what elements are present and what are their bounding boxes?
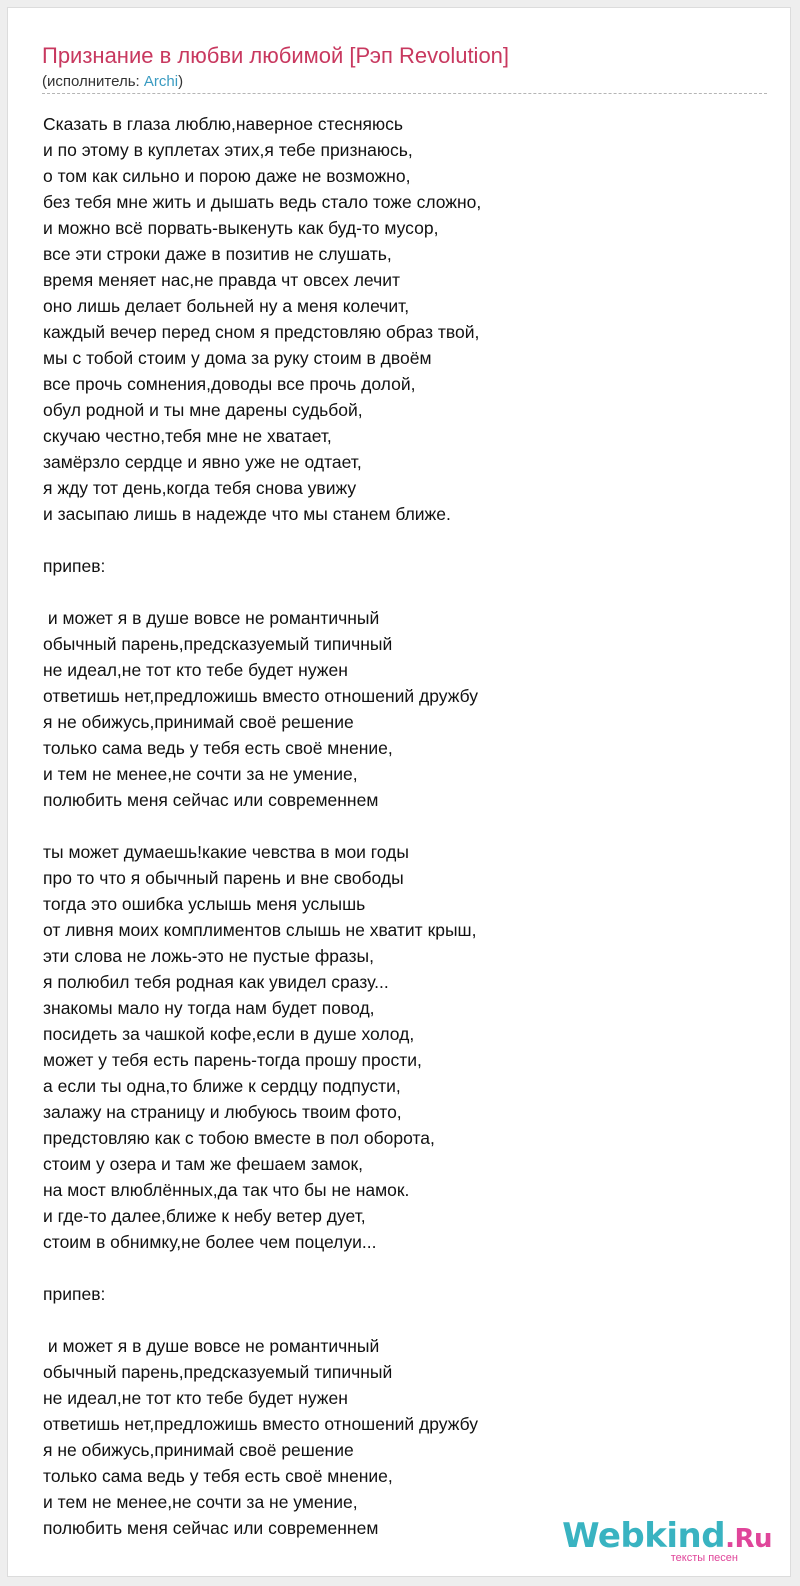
lyrics-line: обул родной и ты мне дарены судьбой, [43,400,363,420]
song-title: Признание в любви любимой [Рэп Revolution] [42,43,510,68]
logo-brand: Webkind [562,1516,726,1556]
lyrics-line: все прочь сомнения,доводы все прочь долой, [43,374,416,394]
lyrics-line: и может я в душе вовсе не романтичный [43,608,380,628]
lyrics-line: на мост влюблённых,да так что бы не намок. [43,1180,410,1200]
lyrics-card [7,7,791,1577]
lyrics-line: залажу на страницу и любуюсь твоим фото, [43,1102,402,1122]
lyrics-blank-line [43,813,763,839]
lyrics-line: я жду тот день,когда тебя снова увижу [43,478,357,498]
logo-tagline: тексты песен [670,1552,738,1564]
logo-wordmark [562,1516,772,1556]
lyrics-line: замёрзло сердце и явно уже не одтает, [43,452,362,472]
lyrics-line: Сказать в глаза люблю,наверное стесняюсь [43,114,404,134]
lyrics-line: полюбить меня сейчас или современнем [43,790,379,810]
lyrics-line: оно лишь делает больней ну а меня колечит, [43,296,410,316]
lyrics-line: не идеал,не тот кто тебе будет нужен [43,660,348,680]
lyrics-line: ответишь нет,предложишь вместо отношений дружбу [43,686,479,706]
lyrics-line: я не обижусь,принимай своё решение [43,1440,354,1460]
lyrics-line: время меняет нас,не правда чт овсех лечит [43,270,400,290]
logo-tld: .Ru [725,1524,772,1554]
lyrics-blank-line [43,1255,763,1281]
artist-link[interactable]: Archi [143,73,179,90]
lyrics-line: скучаю честно,тебя мне не хватает, [43,426,332,446]
lyrics-line: может у тебя есть парень-тогда прошу прости, [43,1050,422,1070]
lyrics-line: ответишь нет,предложишь вместо отношений дружбу [43,1414,479,1434]
artist-suffix: ) [178,73,184,90]
lyrics-line: и тем не менее,не сочти за не умение, [43,1492,358,1512]
lyrics-line: и засыпаю лишь в надежде что мы станем ближе. [43,504,451,524]
lyrics-line: я не обижусь,принимай своё решение [43,712,354,732]
lyrics-line: полюбить меня сейчас или современнем [43,1518,379,1538]
lyrics-text [43,111,763,1541]
lyrics-line: о том как сильно и порою даже не возможно, [43,166,411,186]
lyrics-line: припев: [43,1284,106,1304]
lyrics-line: обычный парень,предсказуемый типичный [43,1362,393,1382]
lyrics-line: только сама ведь у тебя есть своё мнение, [43,1466,393,1486]
lyrics-blank-line [43,527,763,553]
artist-line [42,73,183,91]
lyrics-line: я полюбил тебя родная как увидел сразу... [43,972,389,992]
lyrics-line: посидеть за чашкой кофе,если в душе холод, [43,1024,415,1044]
lyrics-blank-line [43,1307,763,1333]
lyrics-line: все эти строки даже в позитив не слушать, [43,244,392,264]
lyrics-line: тогда это ошибка услышь меня услышь [43,894,366,914]
lyrics-line: стоим в обнимку,не более чем поцелуи... [43,1232,377,1252]
lyrics-line: эти слова не ложь-это не пустые фразы, [43,946,374,966]
lyrics-line: и по этому в куплетах этих,я тебе признаюсь, [43,140,413,160]
lyrics-line: ты может думаешь!какие чевства в мои годы [43,842,409,862]
lyrics-line: только сама ведь у тебя есть своё мнение, [43,738,393,758]
artist-prefix: (исполнитель: [42,73,144,90]
lyrics-line: знакомы мало ну тогда нам будет повод, [43,998,375,1018]
lyrics-line: про то что я обычный парень и вне свободы [43,868,404,888]
lyrics-line: и тем не менее,не сочти за не умение, [43,764,358,784]
lyrics-line: стоим у озера и там же фешаем замок, [43,1154,363,1174]
lyrics-line: каждый вечер перед сном я предстовляю образ твой, [43,322,480,342]
lyrics-line: и может я в душе вовсе не романтичный [43,1336,380,1356]
lyrics-line: мы с тобой стоим у дома за руку стоим в двоём [43,348,432,368]
lyrics-line: предстовляю как с тобою вместе в пол оборота, [43,1128,435,1148]
lyrics-line: обычный парень,предсказуемый типичный [43,634,393,654]
lyrics-line: припев: [43,556,106,576]
webkind-logo[interactable] [562,1518,772,1564]
lyrics-blank-line [43,579,763,605]
lyrics-line: от ливня моих комплиментов слышь не хватит крыш, [43,920,477,940]
lyrics-line: и можно всё порвать-выкенуть как буд-то мусор, [43,218,439,238]
lyrics-line: а если ты одна,то ближе к сердцу подпусти, [43,1076,401,1096]
lyrics-line: и где-то далее,ближе к небу ветер дует, [43,1206,366,1226]
lyrics-line: без тебя мне жить и дышать ведь стало тоже сложно, [43,192,482,212]
lyrics-line: не идеал,не тот кто тебе будет нужен [43,1388,348,1408]
dashed-divider [42,93,767,94]
